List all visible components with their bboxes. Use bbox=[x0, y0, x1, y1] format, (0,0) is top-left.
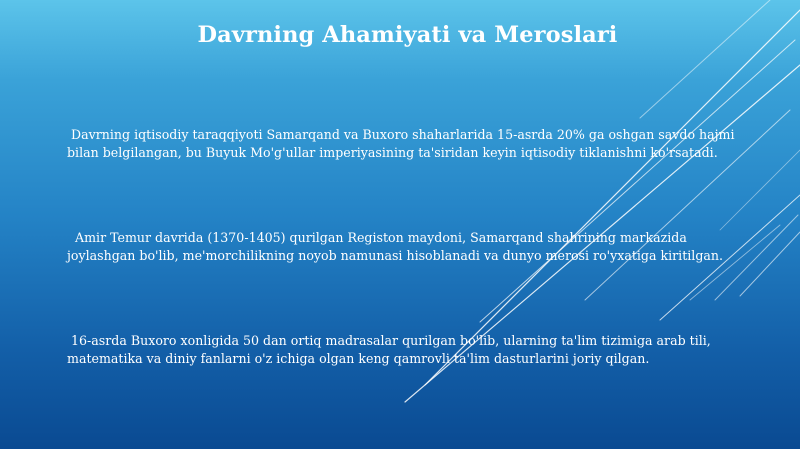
paragraph-economy: Davrning iqtisodiy taraqqiyoti Samarqand va Buxoro shaharlarida 15-asrda 20% ga oshgan savdo hajmi bilan belgilangan, bu Buyuk Mo'g'ullar imperiyasining ta'siridan keyin iqtisodiy tiklanishni ko'rsatadi. bbox=[67, 127, 739, 160]
deco-line bbox=[425, 10, 800, 385]
paragraph-madrasas: 16-asrda Buxoro xonligida 50 dan ortiq madrasalar qurilgan bo'lib, ularning ta'lim tizimiga arab tili, matematika va diniy fanlarni o'z ichiga olgan keng qamrovli ta'lim dasturlarini joriy qilgan. bbox=[67, 333, 715, 366]
paragraph-registan: Amir Temur davrida (1370-1405) qurilgan Registon maydoni, Samarqand shahrining markazida joylashgan bo'lib, me'morchilikning noyob namunasi hisoblanadi va dunyo merosi ro'yxatiga kiritilgan. bbox=[67, 230, 724, 263]
deco-line bbox=[720, 150, 800, 230]
deco-line bbox=[640, 0, 770, 118]
deco-line bbox=[480, 40, 795, 322]
slide-title: Davrning Ahamiyati va Meroslari bbox=[197, 22, 618, 48]
